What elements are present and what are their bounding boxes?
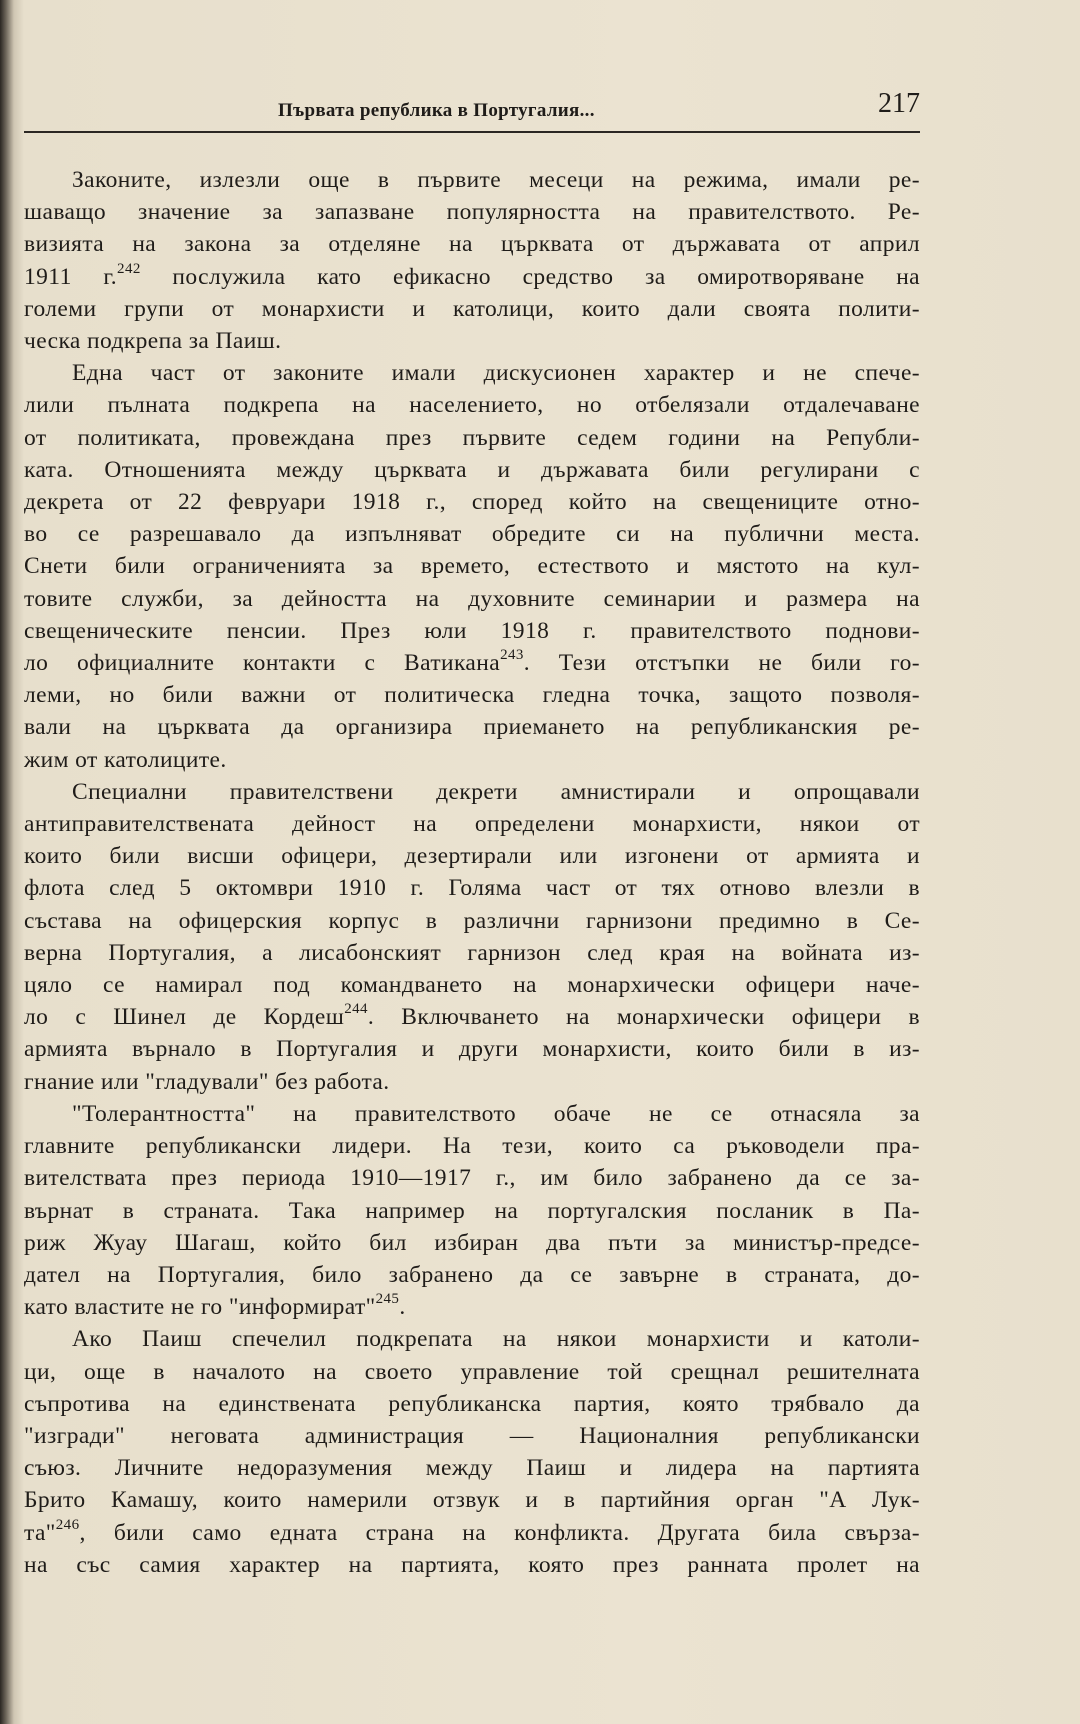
text-line: та" bbox=[24, 1519, 56, 1546]
text-line: ло официалните контакти с Ватикана bbox=[24, 650, 501, 677]
footnote-ref: 243 bbox=[500, 647, 524, 664]
footnote-ref: 245 bbox=[375, 1291, 400, 1308]
text-line: леми, но били важни от политическа гледна точка, защото позволя- bbox=[24, 682, 920, 709]
text-line: жим от католиците. bbox=[24, 746, 227, 773]
header-rule bbox=[24, 131, 920, 133]
text-line: Специални правителствени декрети амнистирали и опрощавали bbox=[72, 778, 920, 805]
text-line: съюз. Личните недоразумения между Паиш и лидера на партията bbox=[24, 1455, 920, 1482]
text-line: шаващо значение за запазване популярността на правителството. Ре- bbox=[24, 199, 920, 226]
text-line: които били висши офицери, дезертирали или изгонени от армията и bbox=[24, 843, 920, 870]
text-line: Една част от законите имали дискусионен характер и не спече- bbox=[72, 360, 920, 387]
text-line: от политиката, провеждана през първите седем години на Републи- bbox=[24, 424, 920, 451]
text-line: като властите не го "информират" bbox=[24, 1294, 376, 1321]
text-line: гнание или "гладували" без работа. bbox=[24, 1068, 390, 1095]
text-line: . Включването на монархически офицери в bbox=[367, 1004, 920, 1031]
text-line: риж Жуау Шагаш, който бил избиран два пъти за министър-предсе- bbox=[24, 1229, 920, 1256]
text-line: во се разрешавало да изпълняват обредите си на публични места. bbox=[24, 521, 920, 548]
text-line: 1911 г. bbox=[24, 263, 118, 290]
text-line: свещеническите пенсии. През юли 1918 г. правителството поднови- bbox=[24, 617, 920, 644]
text-line: Законите, излезли още в първите месеци на режима, имали ре- bbox=[72, 167, 920, 193]
page-number: 217 bbox=[878, 88, 920, 119]
text-line: на със самия характер на партията, която през ранната пролет на bbox=[24, 1551, 920, 1578]
text-line: цяло се намирал под командването на монархически офицери наче- bbox=[24, 972, 920, 999]
text-line: визията на закона за отделяне на църквата от държавата от април bbox=[24, 231, 920, 258]
paragraph bbox=[24, 1323, 920, 1581]
text-line: , били само едната страна на конфликта. Другата била свърза- bbox=[79, 1519, 920, 1546]
text-line: ци, още в началото на своето управление той срещнал решителната bbox=[24, 1358, 920, 1385]
text-line: лили пълната подкрепа на населението, но отбелязали отдалечаване bbox=[24, 392, 920, 419]
footnote-ref: 244 bbox=[344, 1001, 368, 1018]
paragraph bbox=[24, 776, 920, 1098]
text-line: големи групи от монархисти и католици, които дали своята полити- bbox=[24, 295, 920, 322]
text-line: Ако Паиш спечелил подкрепата на някои монархисти и католи- bbox=[72, 1326, 920, 1353]
text-line: верна Португалия, а лисабонският гарнизон след края на войната из- bbox=[24, 939, 920, 966]
text-line: вали на църквата да организира приемането на републиканския ре- bbox=[24, 714, 920, 741]
paragraph bbox=[24, 1098, 920, 1323]
text-line: декрета от 22 февруари 1918 г., според който на свещениците отно- bbox=[24, 489, 920, 516]
running-title: Първата република в Португалия... bbox=[278, 100, 595, 121]
body-text bbox=[24, 164, 920, 1581]
text-line: дател на Португалия, било забранено да се завърне в страната, до- bbox=[24, 1261, 920, 1288]
text-line: съпротива на единствената републиканска партия, която трябвало да bbox=[24, 1390, 920, 1417]
footnote-ref: 242 bbox=[117, 260, 141, 277]
text-line: "изгради" неговата администрация — Националния републикански bbox=[24, 1422, 920, 1449]
text-line: . Тези отстъпки не били го- bbox=[523, 650, 920, 677]
text-line: . bbox=[399, 1294, 406, 1321]
text-line: товите служби, за дейността на духовните семинарии и размера на bbox=[24, 585, 920, 612]
text-line: върнат в страната. Така например на португалския посланик в Па- bbox=[24, 1197, 920, 1224]
text-line: главните републикански лидери. На тези, които са ръководели пра- bbox=[24, 1133, 920, 1160]
page-header bbox=[278, 86, 920, 130]
text-line: състава на офицерския корпус в различни гарнизони предимно в Се- bbox=[24, 907, 920, 934]
text-line: послужила като ефикасно средство за омиротворяване на bbox=[140, 263, 920, 290]
text-line: "Толерантността" на правителството обаче не се отнасяла за bbox=[72, 1100, 920, 1127]
footnote-ref: 246 bbox=[55, 1516, 80, 1533]
text-line: ческа подкрепа за Паиш. bbox=[24, 328, 282, 355]
paragraph bbox=[24, 357, 920, 776]
text-line: ло с Шинел де Кордеш bbox=[24, 1004, 345, 1031]
text-line: Брито Камашу, които намерили отзвук и в партийния орган "А Лук- bbox=[24, 1487, 920, 1514]
text-line: Снети били ограниченията за времето, естеството и мястото на кул- bbox=[24, 553, 920, 580]
text-line: армията върнало в Португалия и други монархисти, които били в из- bbox=[24, 1036, 920, 1063]
paragraph bbox=[24, 164, 920, 357]
text-line: антиправителствената дейност на определени монархисти, някои от bbox=[24, 811, 920, 838]
text-line: флота след 5 октомври 1910 г. Голяма част от тях отново влезли в bbox=[24, 875, 920, 902]
text-line: ката. Отношенията между църквата и държавата били регулирани с bbox=[24, 456, 920, 483]
text-line: вителствата през периода 1910—1917 г., им било забранено да се за- bbox=[24, 1165, 920, 1192]
